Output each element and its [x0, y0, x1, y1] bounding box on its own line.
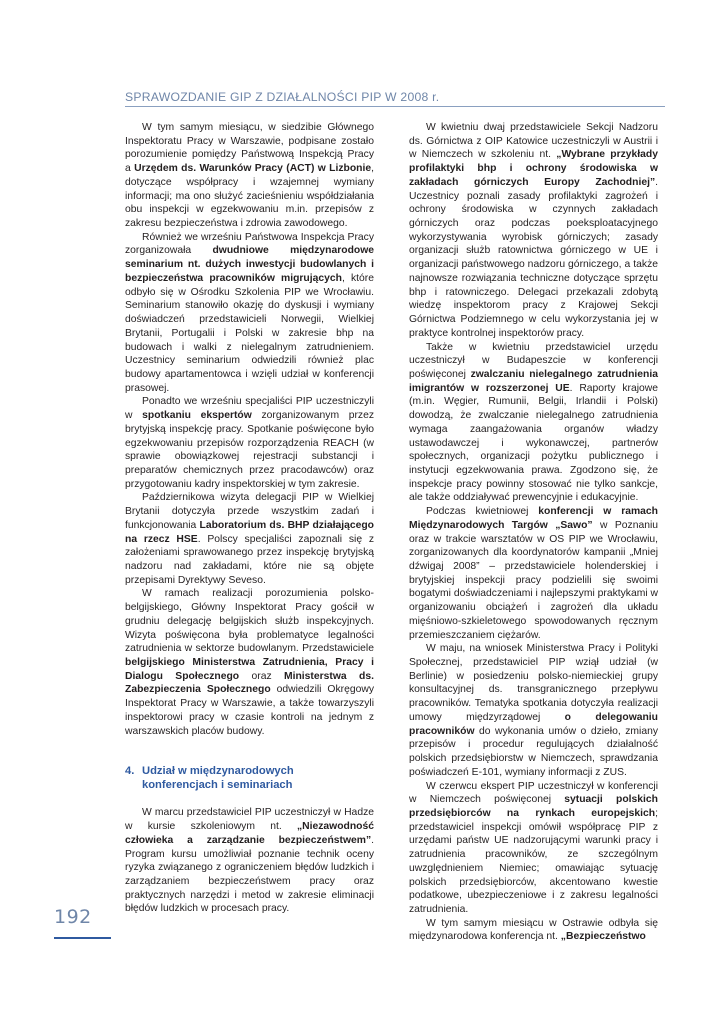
bold-text: „Bezpieczeństwo	[560, 931, 646, 943]
bold-text: zwalczaniu nielegalnego zatrudnienia imigrantów w rozszerzonej UE	[409, 368, 658, 394]
paragraph	[409, 505, 658, 642]
body-text: . Polscy specjaliści zapoznali się z założeniami sprawowanego przez inspekcję brytyjską nadzoru nad zakładami, które nie są objęte przepisami Dyrektywy Seveso.	[125, 533, 374, 586]
body-text: Również we wrześniu Państwowa Inspekcja Pracy zorganizowała	[125, 231, 374, 257]
body-text: W ramach realizacji porozumienia polsko-belgijskiego, Główny Inspektorat Pracy gościł w grudniu delegację belgijskich służb inspekcyjnych. Wizyta poświęcona była problematyce legalności zatrudnienia w sektorze budowlanym. Przedstawiciele	[125, 588, 374, 655]
body-text: Ponadto we wrześniu specjaliści PIP uczestniczyli w	[125, 396, 374, 422]
body-text: oraz	[239, 670, 284, 682]
body-text: , które odbyło się w Ośrodku Szkolenia PIP we Wrocławiu. Seminarium stanowiło okazję do dyskusji i wymiany doświadczeń przedstawicieli Norwegii, Wielkiej Brytanii, Portugalii i Polski w zakresie bhp na budowach i walki z nielegalnym zatrudnieniem. Uczestnicy seminarium odwiedzili również plac budowy apartamentowca i wzięli udział w konferencji prasowej.	[125, 272, 374, 394]
right-paragraphs	[409, 121, 658, 944]
body-text: W tym samym miesiącu w Ostrawie odbyła się międzynarodowa konferencja nt.	[409, 917, 658, 943]
bold-text: konferencji w ramach Międzynarodowych Targów „Sawo”	[409, 506, 658, 531]
paragraph	[125, 587, 374, 738]
bold-text: belgijskiego Ministerstwa Zatrudnienia, Pracy i Dialogu Społecznego	[125, 657, 374, 682]
left-paragraphs-before	[125, 121, 374, 738]
right-column	[409, 121, 658, 944]
body-text: W czerwcu ekspert PIP uczestniczył w konferencji w Niemczech poświęconej	[409, 780, 658, 806]
bold-text: Ministerstwa ds. Zabezpieczenia Społecznego	[125, 670, 374, 696]
paragraph	[409, 121, 658, 341]
bold-text: Laboratorium ds. BHP działającego na rzecz HSE	[125, 519, 374, 545]
paragraph	[125, 121, 374, 231]
body-text: , dotyczące współpracy i wzajemnej wymiany informacji; ma ono służyć zacieśnieniu współdziałania obu inspekcji w egzekwowaniu m.in. przepisów z zakresu bezpieczeństwa i zdrowia zawodowego.	[125, 163, 374, 230]
body-text: . Uczestnicy poznali zasady profilaktyki zagrożeń i ochrony środowiska w czynnych zakładach górniczych oraz podczas poeksploatacyjnego wykorzystywania wyrobisk górniczych; zasady organizacji służb ratownictwa górniczego w UE i organizacji państwowego nadzoru górniczego, a także najnowsze rozwiązania techniczne dotyczące sprzętu bhp i ratowniczego. Delegaci przekazali zdobytą wiedzę inspektorom pracy z Krajowej Sekcji Górnictwa Podziemnego w celu wykorzystania jej w praktyce kontrolnej inspektorów pracy.	[409, 176, 658, 339]
body-text: W maju, na wniosek Ministerstwa Pracy i Polityki Społecznej, przedstawiciel PIP wziął udział (w Berlinie) w posiedzeniu polsko-niemieckiej grupy konsultacyjnej ds. transgranicznego przepływu pracowników. Tematyka spotkania dotyczyła realizacji umowy międzyrządowej	[409, 643, 658, 723]
body-text: Także w kwietniu przedstawiciel urzędu uczestniczył w Budapeszcie w konferencji poświęconej	[409, 341, 658, 380]
paragraph	[125, 231, 374, 396]
section-title	[142, 764, 294, 792]
paragraph	[409, 780, 658, 917]
bold-text: Urzędem ds. Warunków Pracy (ACT) w Lizbonie	[134, 163, 372, 175]
page-number-rule	[54, 937, 111, 939]
body-text: W marcu przedstawiciel PIP uczestniczył w Hadze w kursie szkoleniowym nt.	[125, 807, 374, 833]
body-text: Październikowa wizyta delegacji PIP w Wielkiej Brytanii dotyczyła przede wszystkim zadań i funkcjonowania	[125, 492, 374, 531]
section-heading	[125, 764, 374, 792]
body-text: ; przedstawiciel inspekcji omówił współpracę PIP z urzędami państw UE nadzorującymi warunki pracy i zatrudnienia pracowników, ze szczególnym uwzględnieniem Niemiec; omawiając sytuację polskich przedsiębiorców, akcentowano kwestie podatkowe, ubezpieczeniowe i z zakresu legalności zatrudnienia.	[409, 807, 658, 915]
bold-text: dwudniowe międzynarodowe seminarium nt. dużych inwestycji budowlanych i bezpieczeństwa pracowników migrujących	[125, 245, 374, 284]
bold-text: „Wybrane przykłady profilaktyki bhp i ochrony środowiska w zakładach górniczych Europy Zachodniej”	[409, 149, 658, 188]
bold-text: spotkaniu ekspertów	[142, 410, 252, 422]
body-text: odwiedzili Okręgowy Inspektorat Pracy w Warszawie, a także towarzyszyli inspektorowi pracy w czasie kontroli na jednym z warszawskich placów budowy.	[125, 684, 374, 737]
body-text: Podczas kwietniowej	[426, 506, 539, 518]
header-rule	[125, 106, 665, 107]
section-title-line2: konferencjach i seminariach	[142, 779, 293, 792]
left-paragraphs-after	[125, 806, 374, 916]
paragraph	[409, 917, 658, 944]
paragraph	[125, 395, 374, 491]
page-number: 192	[54, 906, 92, 928]
body-text: . Raporty krajowe (m.in. Węgier, Rumunii, Belgii, Irlandii i Polski) dowodzą, że zwalczanie nielegalnego zatrudnienia wymaga zaangażowania organów władzy ustawodawczej i wykonawczej, partnerów społecznych, organizacji pożytku publicznego i instytucji egzekwowania prawa. Zgodzono się, że inspekcje pracy powinny stosować nie tylko sankcje, ale także oddziaływać prewencyjnie i edukacyjnie.	[409, 382, 659, 504]
bold-text: sytuacji polskich przedsiębiorców na rynkach europejskich	[409, 794, 658, 819]
section-number: 4.	[125, 765, 135, 778]
paragraph	[125, 806, 374, 916]
body-text: . Program kursu umożliwiał poznanie technik oceny ryzyka związanego z ograniczeniem błędów ludzkich i zarządzaniem bezpieczeństwem pracy oraz praktycznych narzędzi i metod w zakresie eliminacji błędów ludzkich w procesach pracy.	[125, 834, 374, 915]
left-column	[125, 121, 374, 916]
section-title-line1: Udział w międzynarodowych	[142, 765, 294, 778]
bold-text: o delegowaniu pracowników	[409, 711, 659, 737]
body-text: zorganizowanym przez brytyjską inspekcję pracy. Spotkanie poświęcone było egzekwowaniu przepisów rozporządzenia REACH (w sprawie obowiązkowej rejestracji substancji i preparatów chemicznych przez pracodawców) oraz przygotowaniu kadry inspektorskiej w tym zakresie.	[125, 410, 375, 490]
running-header: SPRAWOZDANIE GIP Z DZIAŁALNOŚCI PIP W 2008 r.	[125, 90, 440, 104]
paragraph	[125, 491, 374, 587]
paragraph	[409, 341, 658, 506]
paragraph	[409, 642, 658, 779]
bold-text: „Niezawodność człowieka a zarządzanie bezpieczeństwem”	[125, 821, 374, 846]
body-text: w Poznaniu oraz w trakcie warsztatów w OS PIP we Wrocławiu, zorganizowanych dla koordynatorów kampanii „Mniej dźwigaj 2008” – przedstawiciele holenderskiej i brytyjskiej inspekcji pracy podzielili się swoimi bogatymi doświadczeniami i najlepszymi praktykami w organizowaniu obciążeń i zagrożeń dla układu mięśniowo-szkieletowego spowodowanych ręcznym przemieszczaniem ciężarów.	[409, 519, 658, 641]
section-gap	[125, 738, 374, 764]
body-text: do wykonania umów o dzieło, zmiany przepisów i procedur regulujących działalność polskich przedsiębiorstw w Niemczech, sprawdzania poświadczeń E-101, wymiany informacji z ZUS.	[409, 725, 658, 778]
body-text: W tym samym miesiącu, w siedzibie Głównego Inspektoratu Pracy w Warszawie, podpisane zostało porozumienie pomiędzy Państwową Inspekcją Pracy a	[125, 122, 374, 175]
body-text: W kwietniu dwaj przedstawiciele Sekcji Nadzoru ds. Górnictwa z OIP Katowice uczestniczyli w Austrii i w Niemczech w szkoleniu nt.	[409, 122, 658, 161]
